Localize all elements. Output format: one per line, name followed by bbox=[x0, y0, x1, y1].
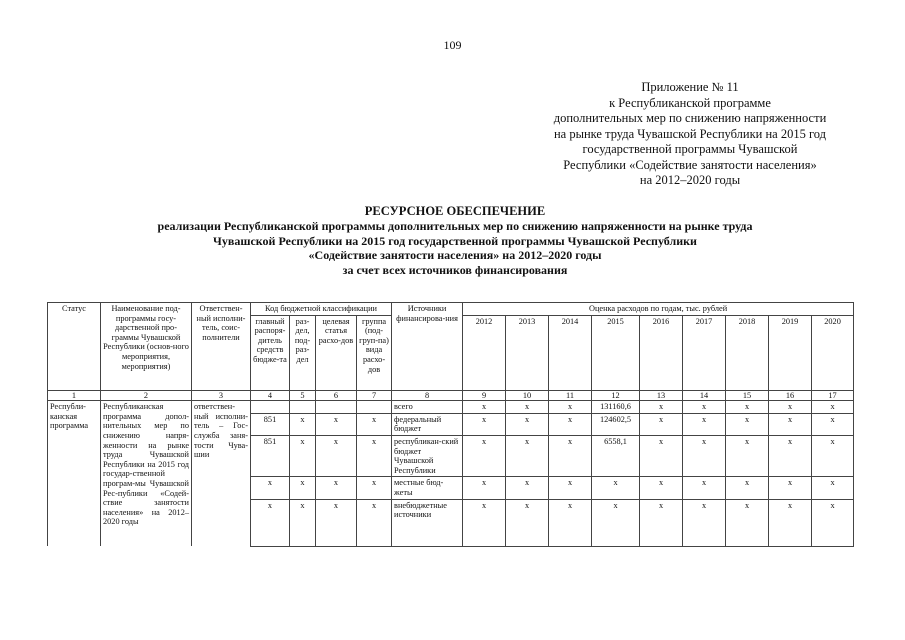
value-cell: x bbox=[592, 499, 640, 546]
value-cell: x bbox=[506, 401, 549, 414]
value-cell: x bbox=[726, 435, 769, 476]
code-cell: x bbox=[316, 499, 357, 546]
appendix-line: государственной программы Чувашской bbox=[582, 142, 798, 156]
value-cell: x bbox=[549, 477, 592, 499]
value-cell: 6558,1 bbox=[592, 435, 640, 476]
header-status: Статус bbox=[48, 303, 101, 391]
appendix-note bbox=[520, 80, 860, 189]
heading-line: реализации Республиканской программы дополнительных мер по снижению напряженности на рынке труда bbox=[157, 218, 753, 233]
column-number: 13 bbox=[640, 390, 683, 401]
value-cell: x bbox=[549, 499, 592, 546]
value-cell: x bbox=[683, 413, 726, 435]
appendix-line: Республики «Содействие занятости населения» bbox=[563, 157, 817, 172]
appendix-line: к Республиканской программе bbox=[609, 95, 771, 110]
value-cell: x bbox=[812, 477, 854, 499]
value-cell: x bbox=[640, 435, 683, 476]
code-cell: x bbox=[290, 477, 316, 499]
value-cell: x bbox=[726, 499, 769, 546]
header-year: 2015 bbox=[592, 315, 640, 390]
table-header-row bbox=[48, 303, 854, 316]
column-number: 10 bbox=[506, 390, 549, 401]
code-cell: 851 bbox=[251, 435, 290, 476]
appendix-line: на 2012–2020 годы bbox=[639, 173, 741, 187]
code-cell: 851 bbox=[251, 413, 290, 435]
page-number: 109 bbox=[443, 38, 462, 52]
value-cell: x bbox=[726, 401, 769, 414]
column-number: 7 bbox=[357, 390, 392, 401]
code-cell: x bbox=[316, 413, 357, 435]
value-cell: x bbox=[683, 435, 726, 476]
responsible-cell: ответствен-ный исполни-тель – Гос-служба заня-тости Чува-шии bbox=[192, 401, 251, 546]
heading-line: Чувашской Республики на 2015 год государственной программы Чувашской Республики bbox=[213, 233, 697, 248]
source-cell: республикан-ский бюджет Чувашской Республики bbox=[392, 435, 463, 476]
code-cell bbox=[290, 401, 316, 414]
value-cell: x bbox=[463, 499, 506, 546]
value-cell: x bbox=[463, 413, 506, 435]
code-cell: x bbox=[290, 435, 316, 476]
source-cell: внебюджетные источники bbox=[392, 499, 463, 546]
value-cell: x bbox=[683, 499, 726, 546]
code-cell: x bbox=[290, 413, 316, 435]
code-cell: x bbox=[357, 499, 392, 546]
header-year: 2018 bbox=[726, 315, 769, 390]
column-number: 14 bbox=[683, 390, 726, 401]
column-number: 17 bbox=[812, 390, 854, 401]
column-number: 2 bbox=[101, 390, 192, 401]
heading-line: за счет всех источников финансирования bbox=[342, 263, 568, 278]
header-year: 2013 bbox=[506, 315, 549, 390]
header-sources: Источники финансирова-ния bbox=[392, 303, 463, 391]
value-cell: x bbox=[769, 435, 812, 476]
value-cell: x bbox=[549, 413, 592, 435]
header-name: Наименование под-программы госу-дарственной про-граммы Чувашской Республики (основ-ного мероприятия, мероприятия) bbox=[101, 303, 192, 391]
header-budget-sub: целевая статья расхо-дов bbox=[316, 315, 357, 390]
value-cell: x bbox=[683, 477, 726, 499]
code-cell: x bbox=[357, 413, 392, 435]
program-name-cell: Республиканская программа допол-нительных мер по снижению напря-женности на рынке труда Чувашской Республики на 2015 год государ-ственной програм-мы Чувашской Рес-публики «Содей-ствие занятости населения» на 2012–2020 годы bbox=[101, 401, 192, 546]
value-cell: x bbox=[506, 499, 549, 546]
code-cell: x bbox=[251, 477, 290, 499]
value-cell: x bbox=[769, 401, 812, 414]
appendix-line: Приложение № 11 bbox=[641, 80, 739, 94]
column-number: 11 bbox=[549, 390, 592, 401]
code-cell: x bbox=[316, 477, 357, 499]
value-cell: x bbox=[812, 413, 854, 435]
value-cell: x bbox=[506, 413, 549, 435]
code-cell: x bbox=[357, 477, 392, 499]
value-cell: x bbox=[683, 401, 726, 414]
value-cell: x bbox=[640, 499, 683, 546]
header-budget-code: Код бюджетной классификации bbox=[251, 303, 392, 316]
value-cell: x bbox=[812, 499, 854, 546]
value-cell: x bbox=[506, 477, 549, 499]
code-cell bbox=[357, 401, 392, 414]
column-number: 4 bbox=[251, 390, 290, 401]
resource-table bbox=[47, 302, 854, 547]
table-row bbox=[48, 401, 854, 414]
header-budget-sub: раз-дел, под-раз-дел bbox=[290, 315, 316, 390]
header-budget-sub: главный распоря-дитель средств бюдже-та bbox=[251, 315, 290, 390]
column-number: 1 bbox=[48, 390, 101, 401]
value-cell: x bbox=[549, 401, 592, 414]
value-cell: x bbox=[592, 477, 640, 499]
value-cell: x bbox=[812, 401, 854, 414]
column-number-row bbox=[48, 390, 854, 401]
column-number: 3 bbox=[192, 390, 251, 401]
column-number: 15 bbox=[726, 390, 769, 401]
value-cell: x bbox=[726, 477, 769, 499]
code-cell: x bbox=[357, 435, 392, 476]
value-cell: x bbox=[463, 477, 506, 499]
column-number: 5 bbox=[290, 390, 316, 401]
value-cell: 124602,5 bbox=[592, 413, 640, 435]
value-cell: 131160,6 bbox=[592, 401, 640, 414]
header-year: 2017 bbox=[683, 315, 726, 390]
document-heading bbox=[60, 204, 850, 278]
document-title: РЕСУРСНОЕ ОБЕСПЕЧЕНИЕ bbox=[364, 204, 546, 218]
value-cell: x bbox=[726, 413, 769, 435]
source-cell: местные бюд-жеты bbox=[392, 477, 463, 499]
value-cell: x bbox=[769, 499, 812, 546]
source-cell: всего bbox=[392, 401, 463, 414]
header-year: 2019 bbox=[769, 315, 812, 390]
status-cell: Республи-канская программа bbox=[48, 401, 101, 546]
value-cell: x bbox=[640, 477, 683, 499]
value-cell: x bbox=[769, 477, 812, 499]
column-number: 6 bbox=[316, 390, 357, 401]
header-year: 2012 bbox=[463, 315, 506, 390]
appendix-line: дополнительных мер по снижению напряженности bbox=[553, 111, 827, 125]
code-cell: x bbox=[290, 499, 316, 546]
value-cell: x bbox=[463, 435, 506, 476]
appendix-line: на рынке труда Чувашской Республики на 2015 год bbox=[553, 126, 827, 141]
header-year: 2016 bbox=[640, 315, 683, 390]
column-number: 9 bbox=[463, 390, 506, 401]
source-cell: федеральный бюджет bbox=[392, 413, 463, 435]
value-cell: x bbox=[640, 413, 683, 435]
header-responsible: Ответствен-ный исполни-тель, соис-полнители bbox=[192, 303, 251, 391]
header-estimate: Оценка расходов по годам, тыс. рублей bbox=[463, 303, 854, 316]
heading-line: «Содействие занятости населения» на 2012–2020 годы bbox=[308, 248, 602, 263]
header-budget-sub: группа (под-груп-па) вида расхо-дов bbox=[357, 315, 392, 390]
value-cell: x bbox=[640, 401, 683, 414]
value-cell: x bbox=[812, 435, 854, 476]
code-cell bbox=[316, 401, 357, 414]
value-cell: x bbox=[506, 435, 549, 476]
value-cell: x bbox=[463, 401, 506, 414]
value-cell: x bbox=[769, 413, 812, 435]
code-cell bbox=[251, 401, 290, 414]
column-number: 16 bbox=[769, 390, 812, 401]
code-cell: x bbox=[251, 499, 290, 546]
code-cell: x bbox=[316, 435, 357, 476]
value-cell: x bbox=[549, 435, 592, 476]
column-number: 8 bbox=[392, 390, 463, 401]
header-year: 2014 bbox=[549, 315, 592, 390]
column-number: 12 bbox=[592, 390, 640, 401]
header-year: 2020 bbox=[812, 315, 854, 390]
